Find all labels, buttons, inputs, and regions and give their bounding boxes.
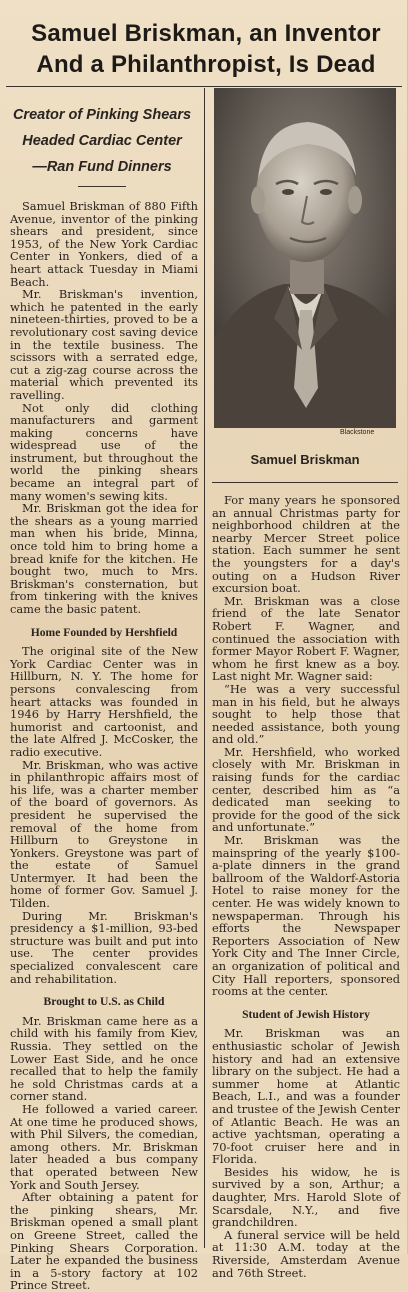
photo-caption: Samuel Briskman [250,452,360,467]
headline-line-2: And a Philanthropist, Is Dead [36,51,376,78]
paragraph: Mr. Hershfield, who worked closely with Mr. Briskman in raising funds for the cardiac center, described him as “a dedicated man seeking to provide for the good of the sick and unfortunate.” [212,744,400,835]
subheading: Brought to U.S. as Child [43,995,165,1009]
headline-line-1: Samuel Briskman, an Inventor [31,20,381,47]
paragraph: After obtaining a patent for the pinking shears, Mr. Briskman opened a small plant on Greene Street, called the Pinking Shears Corporation. Later he expanded the business in a 5-story factory at 102 Prince Street. [10,1190,198,1292]
portrait-image [214,88,396,428]
deck-rule [78,186,126,187]
deck-line-1: Creator of Pinking Shears [12,107,192,123]
portrait-photo [214,88,396,428]
paragraph: Mr. Briskman was the mainspring of the yearly $100-a-plate dinners in the grand ballroom of the Waldorf-Astoria Hotel to raise money for the center. He was widely known to newspaperman. Through his efforts the Newspaper Reporters Association of New York City and The Inner Circle, an organization of political and City Hall reporters, sponsored rooms at the center. [212,833,400,999]
subheading: Home Founded by Hershfield [30,625,178,639]
paragraph: He followed a varied career. At one time he produced shows, with Phil Silvers, the comedian, among others. Mr. Briskman later headed a bus company that operated between New York and South Jersey. [10,1101,198,1192]
paragraph: A funeral service will be held at 11:30 A.M. today at the Riverside, Amsterdam Avenue and 76th Street. [212,1227,400,1280]
paragraph: “He was a very successful man in his field, but he always sought to help those that needed assistance, both young and old.” [212,681,400,747]
subheading: Student of Jewish History [242,1007,370,1021]
paragraph: During Mr. Briskman's presidency a $1-million, 93-bed structure was built and put into use. The center provides specialized convalescent care and rehabilitation. [10,908,198,986]
left-column [10,200,198,1292]
paragraph: Mr. Briskman, who was active in philanthropic affairs most of his life, was a charter member of the board of governors. As president he supervised the removal of the home from Hillburn to Greystone in Yonkers. Greystone was part of the estate of Samuel Untermyer. It had been the home of former Gov. Samuel J. Tilden. [10,757,198,911]
paragraph: Mr. Briskman was an enthusiastic scholar of Jewish history and had an extensive library on the subject. He had a summer home at Atlantic Beach, L.I., and was a founder and trustee of the Jewish Center of Atlantic Beach. He was an active yachtsman, operating a 70-foot cruiser here and in Florida. [212,1026,400,1167]
paragraph: Mr. Briskman was a close friend of the late Senator Robert F. Wagner, and continued the association with former Mayor Robert F. Wagner, whom he first knew as a boy. Last night Mr. Wagner said: [212,593,400,684]
paragraph: Samuel Briskman of 880 Fifth Avenue, inventor of the pinking shears and president, since 1953, of the New York Cardiac Center in Yonkers, died of a heart attack Tuesday in Miami Beach. [10,199,198,289]
paragraph: Not only did clothing manufacturers and garment making concerns have widespread use of the instrument, but throughout the world the pinking shears became an integral part of many women's sewing kits. [10,400,198,503]
paragraph: The original site of the New York Cardiac Center was in Hillburn, N. Y. The home for persons convalescing from heart attacks was founded in 1946 by Harry Hershfield, the humorist and cartoonist, and the late Alfred J. McCosker, the radio executive. [10,644,198,759]
photo-credit: Blackstone [340,429,375,436]
paragraph: Mr. Briskman got the idea for the shears as a young married man when his bride, Minna, once told him to bring home a bread knife for the kitchen. He bought two, much to Mrs. Briskman's consternation, but from tinkering with the knives came the basic patent. [10,501,198,616]
deck-line-3: —Ran Fund Dinners [32,159,172,175]
caption-rule [212,482,398,483]
column-divider [204,88,205,1248]
headline [6,18,406,80]
paragraph: Mr. Briskman's invention, which he patented in the early nineteen-thirties, proved to be a revolutionary cost saving device in the textile business. The scissors with a serrated edge, cut a zig-zag course across the material which prevented its ravelling. [10,287,198,402]
paragraph: For many years he sponsored an annual Christmas party for neighborhood children at the nearby Mercer Street police station. Each summer he sent the youngsters for a day's outing on a Hudson River excursion boat. [212,493,400,596]
deck-line-2: Headed Cardiac Center [22,133,182,149]
right-column [212,494,400,1279]
paragraph: Mr. Briskman came here as a child with his family from Kiev, Russia. They settled on the Lower East Side, and he once recalled that to help the family he sold Christmas cards at a corner stand. [10,1013,198,1104]
paragraph: Besides his widow, he is survived by a son, Arthur; a daughter, Mrs. Harold Slote of Scarsdale, N.Y., and five grandchildren. [212,1164,400,1230]
headline-rule [6,86,402,87]
deck-headline [6,102,198,180]
